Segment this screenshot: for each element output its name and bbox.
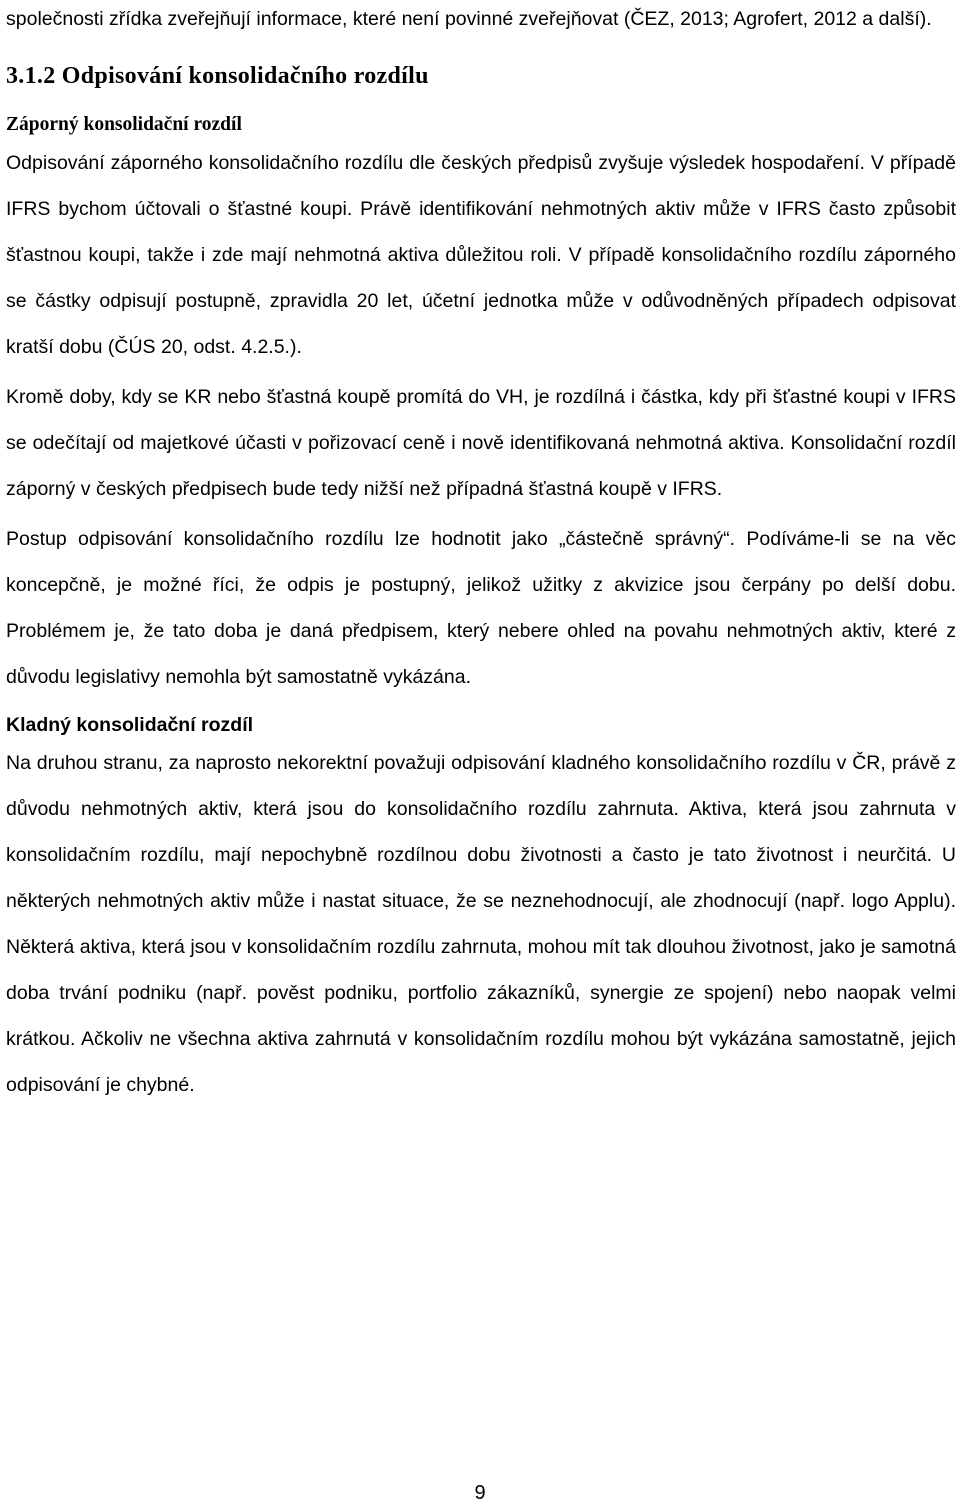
- negative-paragraph-1: Odpisování záporného konsolidačního rozdílu dle českých předpisů zvyšuje výsledek hospodaření. V případě IFRS bychom účtovali o šťastné koupi. Právě identifikování nehmotných aktiv může v IFRS často způsobit šťastnou koupi, takže i zde mají nehmotná aktiva důležitou roli. V případě konsolidačního rozdílu záporného se částky odpisují postupně, zpravidla 20 let, účetní jednotka může v odůvodněných případech odpisovat kratší dobu (ČÚS 20, odst. 4.2.5.).: [6, 152, 956, 358]
- negative-paragraph-3: Postup odpisování konsolidačního rozdílu lze hodnotit jako „částečně správný“. Podíváme-li se na věc koncepčně, je možné říci, že odpis je postupný, jelikož užitky z akvizice jsou čerpány po delší dobu. Problémem je, že tato doba je daná předpisem, který nebere ohled na povahu nehmotných aktiv, které z důvodu legislativy nemohla být samostatně vykázána.: [6, 528, 956, 688]
- intro-paragraph: společnosti zřídka zveřejňují informace, které není povinné zveřejňovat (ČEZ, 2013; Agrofert, 2012 a další).: [6, 8, 932, 30]
- page-number: 9: [474, 1482, 486, 1504]
- negative-difference-heading: Záporný konsolidační rozdíl: [6, 114, 242, 135]
- section-heading: 3.1.2 Odpisování konsolidačního rozdílu: [6, 63, 429, 89]
- positive-paragraph-1: Na druhou stranu, za naprosto nekorektní považuji odpisování kladného konsolidačního rozdílu v ČR, právě z důvodu nehmotných aktiv, která jsou do konsolidačního rozdílu zahrnuta. Aktiva, která jsou zahrnuta v konsolidačním rozdílu, mají nepochybně rozdílnou dobu životnosti a často je tato životnost i neurčitá. U některých nehmotných aktiv může i nastat situace, že se neznehodnocují, ale zhodnocují (např. logo Applu). Některá aktiva, která jsou v konsolidačním rozdílu zahrnuta, mohou mít tak dlouhou životnost, jako je samotná doba trvání podniku (např. pověst podniku, portfolio zákazníků, synergie ze spojení) nebo naopak velmi krátkou. Ačkoliv ne všechna aktiva zahrnutá v konsolidačním rozdílu mohou být vykázána samostatně, jejich odpisování je chybné.: [6, 752, 956, 1096]
- negative-paragraph-2: Kromě doby, kdy se KR nebo šťastná koupě promítá do VH, je rozdílná i částka, kdy při šťastné koupi v IFRS se odečítají od majetkové účasti v pořizovací ceně i nově identifikovaná nehmotná aktiva. Konsolidační rozdíl záporný v českých předpisech bude tedy nižší než případná šťastná koupě v IFRS.: [6, 386, 956, 500]
- document-page: [6, 0, 956, 1108]
- positive-difference-heading: Kladný konsolidační rozdíl: [6, 714, 254, 736]
